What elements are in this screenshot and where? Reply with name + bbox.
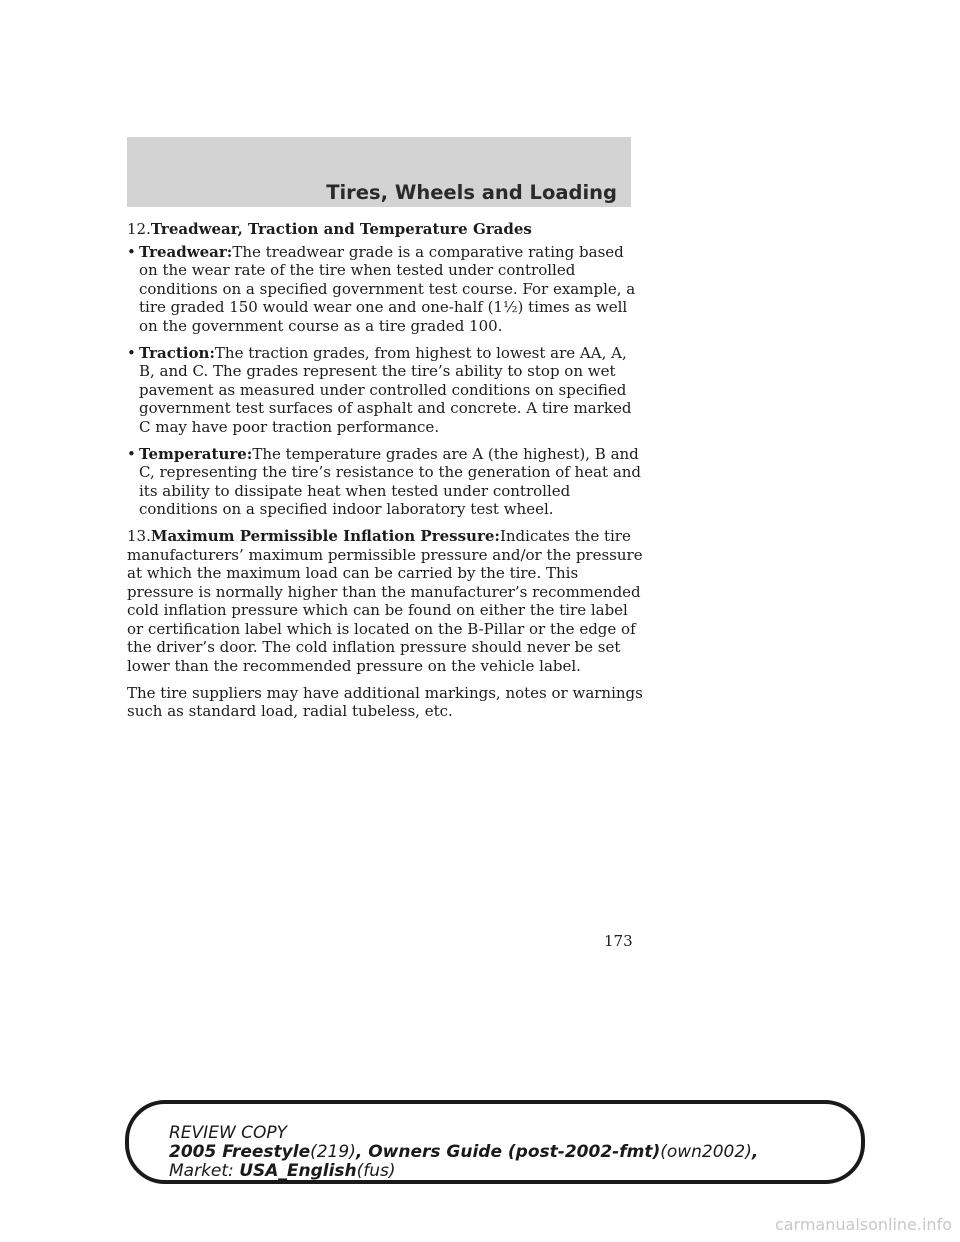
term: Treadwear: bbox=[139, 242, 233, 261]
bullet-icon: • bbox=[127, 343, 136, 362]
section-header-band bbox=[127, 137, 631, 207]
closing-paragraph: The tire suppliers may have additional markings, notes or warnings such as standard load, radial tubeless, etc. bbox=[127, 683, 643, 721]
footer-separator: , bbox=[751, 1142, 759, 1162]
definition: The temperature grades are A (the highest), B and C, representing the tire’s resistance to the generation of heat and its ability to dissipate heat when tested under controlled conditions on a specified indoor laboratory test wheel. bbox=[139, 444, 642, 519]
list-item-temperature bbox=[127, 445, 647, 519]
list-item-traction bbox=[127, 344, 647, 437]
item-12-heading bbox=[127, 220, 647, 239]
footer-market-label: Market: bbox=[169, 1161, 240, 1181]
footer-model: 2005 Freestyle bbox=[169, 1142, 311, 1162]
item-title: Maximum Permissible Inflation Pressure: bbox=[150, 526, 500, 545]
page-content bbox=[127, 220, 647, 729]
footer-market: USA_English bbox=[239, 1161, 357, 1181]
footer-line-1: REVIEW COPY bbox=[169, 1123, 288, 1143]
list-item-treadwear bbox=[127, 243, 647, 336]
footer-guide: , Owners Guide (post-2002-fmt) bbox=[355, 1142, 661, 1162]
item-13-paragraph bbox=[127, 527, 647, 676]
item-number: 12. bbox=[127, 220, 151, 238]
definition: The traction grades, from highest to lowest are AA, A, B, and C. The grades represent the tire’s ability to stop on wet pavement as measured under controlled conditions on specified government test surfaces of asphalt and concrete. A tire marked C may have poor traction performance. bbox=[139, 343, 632, 436]
review-copy-footer bbox=[125, 1100, 865, 1184]
term: Temperature: bbox=[139, 444, 253, 463]
page-number: 173 bbox=[604, 932, 633, 950]
item-number: 13. bbox=[127, 526, 151, 545]
section-title: Tires, Wheels and Loading bbox=[326, 181, 617, 204]
item-text: Indicates the tire manufacturers’ maximum permissible pressure and/or the pressure at which the maximum load can be carried by the tire. This pressure is normally higher than the manufacturer’s recommended cold inflation pressure which can be found on either the tire label or certification label which is located on the B-Pillar or the edge of the driver’s door. The cold inflation pressure should never be set lower than the recommended pressure on the vehicle label. bbox=[127, 526, 643, 676]
footer-line-3 bbox=[169, 1162, 758, 1181]
footer-line-2 bbox=[169, 1143, 758, 1162]
bullet-icon: • bbox=[127, 444, 136, 463]
bullet-icon: • bbox=[127, 242, 136, 261]
item-title: Treadwear, Traction and Temperature Grades bbox=[150, 220, 532, 238]
footer-guide-code: (own2002) bbox=[660, 1142, 752, 1162]
footer-market-code: (fus) bbox=[356, 1161, 396, 1181]
term: Traction: bbox=[139, 343, 215, 362]
footer-model-code: (219) bbox=[310, 1142, 356, 1162]
definition: The treadwear grade is a comparative rating based on the wear rate of the tire when tested under controlled conditions on a specified government test course. For example, a tire graded 150 would wear one and one-half (1½) times as well on the government course as a tire graded 100. bbox=[139, 242, 636, 335]
watermark: carmanualsonline.info bbox=[774, 1215, 952, 1234]
footer-text bbox=[169, 1124, 758, 1181]
